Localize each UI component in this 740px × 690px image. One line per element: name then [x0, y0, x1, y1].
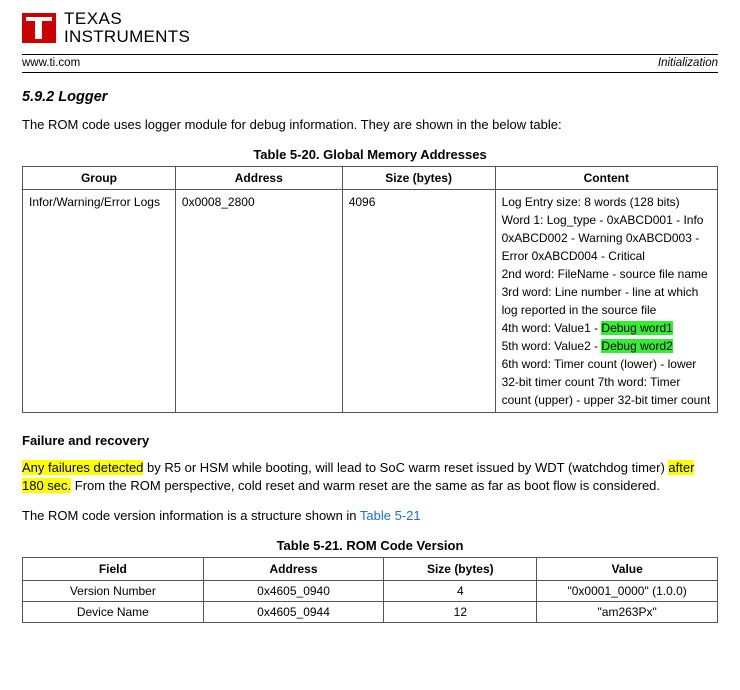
cell-size: 4 [384, 581, 537, 602]
ti-logo-icon [22, 13, 56, 43]
header-divider [22, 54, 718, 55]
table-row [23, 602, 718, 623]
content-line-6-prefix: 5th word: Value2 - [501, 338, 602, 353]
column-header-address: Address [175, 166, 342, 189]
version-info-text: The ROM code version information is a structure shown in [22, 508, 360, 524]
running-header [22, 57, 718, 69]
cell-size: 12 [384, 602, 537, 623]
column-header-address: Address [203, 558, 384, 581]
version-info-paragraph [22, 507, 718, 526]
section-intro-paragraph: The ROM code uses logger module for debug information. They are shown in the below table: [22, 116, 562, 132]
cell-address: 0x4605_0940 [203, 581, 384, 602]
cell-content [495, 189, 717, 412]
content-line-3: 2nd word: FileName - source file name [501, 266, 708, 281]
cell-field: Version Number [23, 581, 204, 602]
ti-logo-line1: TEXAS [64, 9, 123, 28]
document-content [0, 89, 740, 623]
column-header-value: Value [537, 558, 718, 581]
content-line-4: 3rd word: Line number - line at which log reported in the source file [501, 284, 699, 317]
ti-logo [22, 10, 190, 46]
table-row [23, 189, 718, 412]
cell-field: Device Name [23, 602, 204, 623]
table-row [23, 581, 718, 602]
highlight-any-failures-detected: Any failures detected [22, 459, 144, 475]
running-header-divider [22, 72, 718, 73]
highlight-debug-word1: Debug word1 [601, 320, 673, 335]
failure-and-recovery-heading: Failure and recovery [22, 432, 150, 448]
column-header-field: Field [23, 558, 204, 581]
page-header [0, 0, 740, 46]
ti-url: www.ti.com [22, 56, 81, 69]
cell-size: 4096 [342, 189, 495, 412]
table-header-row [23, 166, 718, 189]
table-21-caption: Table 5-21. ROM Code Version [276, 538, 464, 554]
table-20-caption: Table 5-20. Global Memory Addresses [253, 146, 487, 162]
table-rom-code-version [22, 557, 718, 623]
table-header-row [23, 558, 718, 581]
cell-address: 0x0008_2800 [175, 189, 342, 412]
content-line-2: Word 1: Log_type - 0xABCD001 - Info 0xABCD002 - Warning 0xABCD003 - Error 0xABCD004 - Critical [501, 212, 704, 263]
cell-address: 0x4605_0944 [203, 602, 384, 623]
content-line-1: Log Entry size: 8 words (128 bits) [501, 194, 680, 209]
content-line-list [502, 193, 711, 409]
highlight-debug-word2: Debug word2 [601, 338, 673, 353]
column-header-size: Size (bytes) [384, 558, 537, 581]
content-line-6 [502, 337, 711, 355]
column-header-content: Content [495, 166, 717, 189]
ti-logo-wordmark [64, 10, 190, 46]
section-heading: 5.9.2 Logger [22, 88, 108, 105]
column-header-group: Group [23, 166, 176, 189]
failure-text-mid2: From the ROM perspective, cold reset and warm reset are the same as far as boot flow is considered. [71, 478, 661, 494]
content-line-5 [502, 319, 711, 337]
content-line-5-prefix: 4th word: Value1 - [501, 320, 602, 335]
column-header-size: Size (bytes) [342, 166, 495, 189]
table-global-memory-addresses [22, 166, 718, 413]
content-line-7: 6th word: Timer count (lower) - lower 32-bit timer count 7th word: Timer count (upper) - upper 32-bit timer count [501, 356, 711, 407]
highlight-after-180-sec: after 180 sec. [22, 459, 695, 494]
ti-logo-line2: INSTRUMENTS [64, 26, 191, 46]
table-5-21-link[interactable]: Table 5-21 [359, 508, 421, 524]
cell-group: Infor/Warning/Error Logs [23, 189, 176, 412]
cell-value: "am263Px" [537, 602, 718, 623]
cell-value: "0x0001_0000" (1.0.0) [537, 581, 718, 602]
failure-text-mid1: by R5 or HSM while booting, will lead to SoC warm reset issued by WDT (watchdog timer) [143, 459, 665, 475]
failure-and-recovery-paragraph [22, 459, 718, 497]
running-head-title: Initialization [657, 56, 718, 69]
